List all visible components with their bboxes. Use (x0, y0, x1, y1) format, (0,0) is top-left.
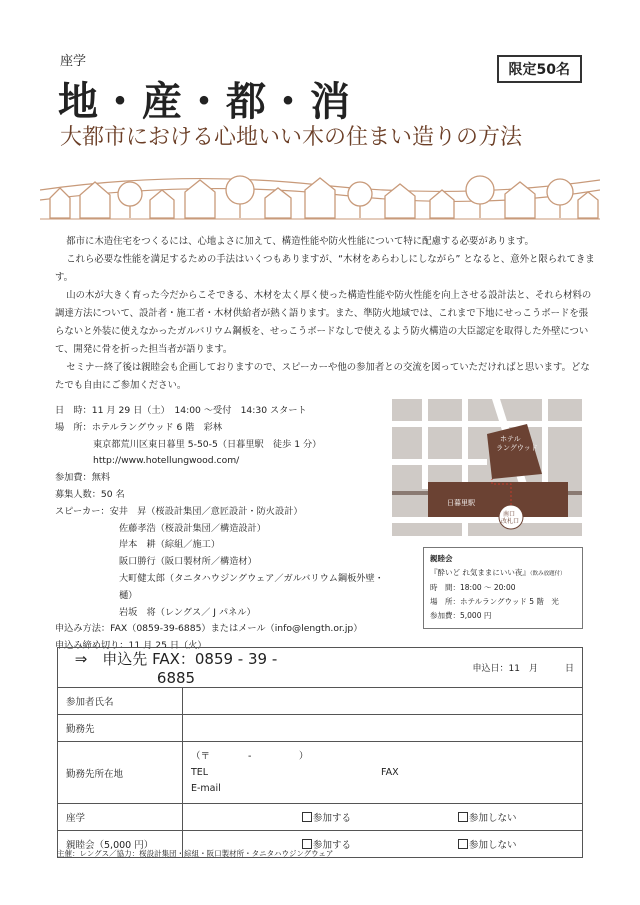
event-details (55, 403, 385, 655)
party-place: 場 所：ホテルラングウッド 5 階 光 (430, 597, 559, 606)
svg-text:ラングウッド: ラングウッド (496, 444, 538, 452)
party-time: 時 間：18:00 〜 20:00 (430, 583, 516, 592)
address-field[interactable] (183, 742, 583, 804)
event-address: 東京都荒川区東日暮里 5-50-5（日暮里駅 徒歩 1 分） (93, 438, 322, 450)
speaker-item: 安井 昇（桜設計集団／意匠設計・防火設計） (109, 505, 303, 517)
event-venue: 場 所：ホテルラングウッド 6 階 彩林 (55, 421, 223, 433)
tel-label: TEL (191, 766, 209, 778)
speakers-label: スピーカー： (55, 505, 110, 517)
party-decline-checkbox[interactable] (458, 839, 468, 849)
seminar-attend-checkbox[interactable] (302, 812, 312, 822)
townscape-illustration (40, 160, 600, 220)
party-name: 『酔いど れ気ままにいい夜』 (430, 568, 530, 577)
map-station-label: 日暮里駅 (447, 499, 475, 507)
work-label: 勤務先 (58, 715, 183, 742)
event-capacity: 募集人数：50 名 (55, 488, 125, 500)
address-label: 勤務先所在地 (58, 742, 183, 804)
svg-text:改札口: 改札口 (501, 518, 520, 525)
application-form (57, 647, 583, 858)
work-field[interactable] (183, 715, 583, 742)
social-event-box (423, 547, 583, 629)
email-label: E-mail (191, 782, 221, 794)
speaker-item: 阪口勝行（阪口製材所／構造材） (119, 556, 257, 568)
seminar-decline-checkbox[interactable] (458, 812, 468, 822)
decline-text: 参加しない (469, 840, 517, 851)
intro-paragraph: 山の木が大きく育った今だからこそできる、木材を太く厚く使った構造性能や防火性能を向上させる設計法と、それら材料の調達方法について、設計者・施工者・木材供給者が熱く語ります。また、準防火地域では、これまで下地にせっこうボードを張らないと外装に使えなかったガルバリウム鋼板を、せっこうボードなしで使えるよう防火構造の大臣認定を取得した外壁について、開発に骨を折った担当者が語ります。 (55, 290, 592, 355)
svg-text:ホテル: ホテル (500, 435, 521, 443)
seminar-label: 座学 (58, 804, 183, 831)
decline-text: 参加しない (469, 813, 517, 824)
event-date: 日 時：11 月 29 日（土） 14:00 〜受付 14:30 スタート (55, 405, 307, 416)
speaker-item: 岸本 耕（綜組／施工） (119, 539, 221, 551)
name-field[interactable] (183, 688, 583, 715)
svg-text:南口: 南口 (503, 511, 516, 518)
page-title: 地・産・都・消 (58, 78, 352, 125)
speaker-item: 大町健太郎（タニタハウジングウェア／ガルバリウム鋼板外壁・樋） (119, 572, 384, 601)
postal-code: （〒 - ） (191, 750, 309, 762)
speaker-item: 佐藤孝浩（桜設計集団／構造設計） (119, 522, 266, 534)
intro-paragraph: 都市に木造住宅をつくるには、心地よさに加えて、構造性能や防火性能について特に配慮する必要があります。 (66, 236, 534, 247)
intro-paragraph: これら必要な性能を満足するための手法はいくつもありますが、“木材をあらわしにしながら” となると、意外と限られてきます。 (55, 254, 595, 283)
speaker-item: 岩坂 将（レングス／ J パネル） (119, 606, 256, 618)
apply-method: 申込み方法：FAX（0859-39-6885）またはメール（info@length.or.jp） (55, 623, 363, 635)
footer-credits: 主催：レングス／協力：桜設計集団・綜組・阪口製材所・タニタハウジングウェア (57, 849, 334, 858)
fax-header: ⇒ 申込先 FAX：0859 - 39 - 6885 (58, 648, 295, 688)
application-date: 申込日：11 月 日 (294, 648, 583, 688)
venue-url[interactable]: http://www.hotellungwood.com/ (93, 455, 240, 467)
access-map (392, 399, 582, 536)
fax-label: FAX (381, 766, 399, 778)
apply-deadline: 申込み締め切り：11 月 25 日（火） (55, 640, 207, 652)
party-fee: 参加費：5,000 円 (430, 611, 492, 620)
capacity-badge: 限定50名 (497, 55, 582, 83)
event-fee: 参加費：無料 (55, 472, 111, 484)
attend-text: 参加する (313, 840, 352, 851)
party-note: （飲み放題付） (529, 571, 566, 577)
name-label: 参加者氏名 (58, 688, 183, 715)
page-subtitle: 大都市における心地いい木の住まい造りの方法 (60, 125, 523, 150)
intro-paragraph: セミナー終了後は親睦会も企画しておりますので、スピーカーや他の参加者との交流を図っていただければと思います。どなたでも自由にご参加ください。 (55, 362, 590, 391)
attend-text: 参加する (313, 813, 352, 824)
party-label: 親睦会（5,000 円） (58, 831, 183, 858)
intro-text (55, 233, 595, 395)
kicker: 座学 (60, 54, 87, 69)
party-heading: 親睦会 (430, 554, 453, 563)
